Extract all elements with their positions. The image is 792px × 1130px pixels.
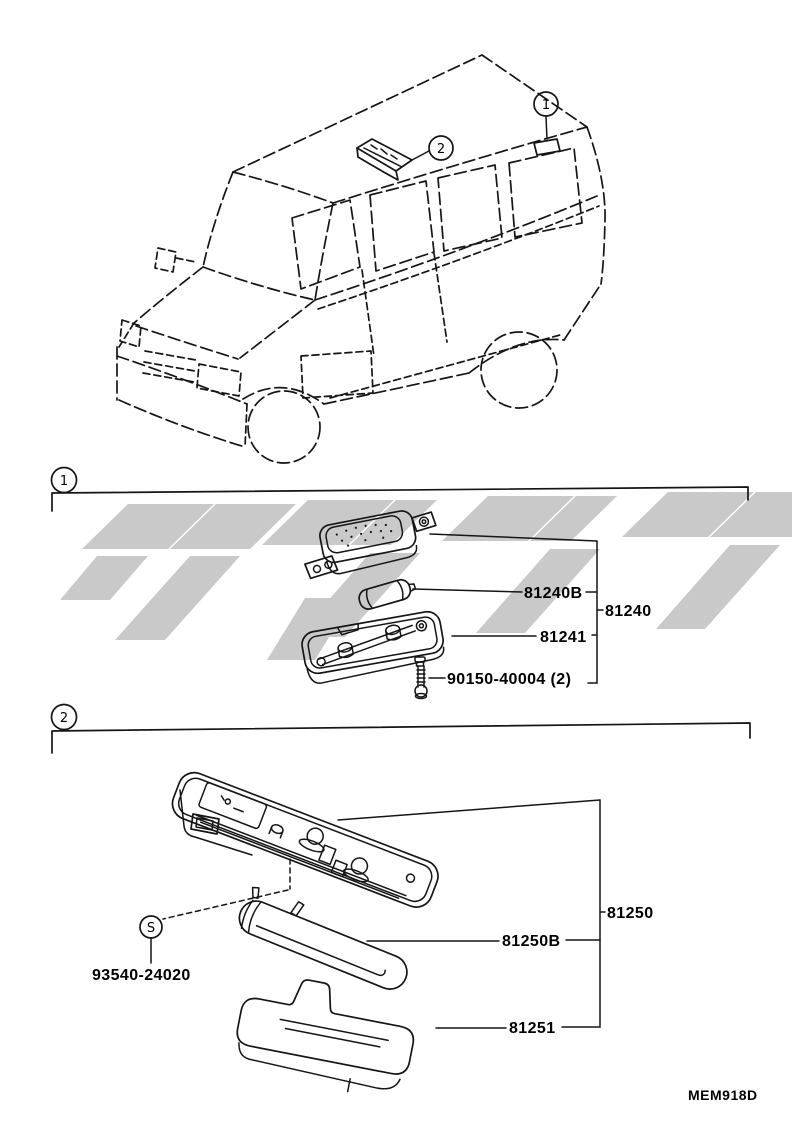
- van-front-wheel: [248, 391, 320, 463]
- dome-lamp-side: [357, 148, 398, 180]
- bulb-holder-dome: [305, 826, 326, 847]
- screw-head: [415, 685, 427, 697]
- leader-line: [338, 800, 600, 820]
- contact-bracket: [319, 845, 336, 864]
- lens-reflector-line: [280, 1019, 388, 1040]
- switch-detail: [219, 796, 246, 812]
- lens-reflector-line: [286, 1029, 380, 1047]
- van-bumper-bottom: [119, 400, 245, 447]
- van-grille-line: [145, 351, 196, 360]
- van-illustration: [117, 55, 605, 463]
- reflector-channel: [201, 822, 399, 898]
- van-rear-edge: [587, 127, 605, 284]
- van-rear-lower-edge: [564, 284, 601, 340]
- van-rear-wheel: [481, 332, 557, 408]
- part-label-81241: 81241: [540, 629, 587, 646]
- part-label-90150-40004: 90150-40004 (2): [447, 671, 572, 688]
- screw-shank: [418, 666, 424, 687]
- housing-switch-block: [198, 782, 267, 829]
- van-lower-crease: [330, 335, 560, 398]
- van-roof-dome-lamp: [357, 139, 412, 180]
- section-2-bracket: [52, 723, 750, 753]
- part-label-81251: 81251: [509, 1020, 556, 1037]
- van-cowl-edge: [134, 267, 203, 323]
- end-boss: [405, 873, 415, 883]
- section-2-leaders: [338, 800, 605, 1028]
- van-bumper-side: [245, 404, 247, 447]
- van-rear-side-window: [509, 148, 582, 237]
- page-code: MEM918D: [688, 1087, 758, 1103]
- callout-1-number: 1: [541, 98, 551, 113]
- part-label-81250B: 81250B: [502, 933, 561, 950]
- van-door-step: [301, 351, 373, 398]
- mount-hole: [419, 516, 430, 527]
- van-a-pillar-far: [203, 172, 233, 267]
- van-rocker-line: [324, 373, 469, 404]
- bulb-cap-line: [398, 581, 405, 599]
- part-label-81250: 81250: [607, 905, 654, 922]
- tube-inner-line: [257, 919, 386, 977]
- lens-front-wall: [236, 1043, 401, 1092]
- part-label-81240: 81240: [605, 603, 652, 620]
- dome-lamp-top-face: [357, 139, 412, 171]
- part-label-81240B: 81240B: [524, 585, 583, 602]
- base-boss-hole: [419, 623, 424, 628]
- callout-2-leader: [412, 151, 429, 160]
- van-windshield-top: [233, 172, 333, 203]
- connector-hole: [313, 565, 321, 573]
- screw-symbol-letter: S: [146, 921, 156, 936]
- bulb-holder-flange: [298, 837, 325, 855]
- reflector-channel: [197, 815, 406, 895]
- section-1-number: 1: [59, 474, 69, 489]
- dome-lamp-tube: [234, 883, 417, 994]
- housing-connector-tab: [304, 555, 338, 579]
- part-label-93540-24020: 93540-24020: [92, 967, 191, 984]
- base-front-wall: [307, 645, 446, 685]
- van-mirror-arm: [176, 258, 196, 262]
- dome-lamp-housing: [168, 768, 443, 912]
- lens-outline: [235, 969, 421, 1077]
- dome-lamp-hatch: [371, 145, 397, 159]
- van-grille-line: [144, 362, 195, 371]
- van-belt-line-2: [318, 206, 599, 309]
- van-mirror: [155, 248, 176, 272]
- van-front-wheel-arch: [243, 388, 324, 404]
- section-2-number: 2: [59, 711, 69, 726]
- van-hood-front-edge: [136, 326, 238, 359]
- base-boss: [416, 620, 428, 632]
- callout-2-number: 2: [436, 142, 446, 157]
- tube-pin: [291, 901, 305, 917]
- screw-90150: [415, 657, 427, 699]
- switch-detail: [225, 798, 231, 804]
- van-headlight-far: [120, 320, 141, 347]
- van-roof-rear-edge: [482, 55, 587, 127]
- tube-glass: [234, 896, 412, 994]
- lens-wall-tick: [348, 1079, 350, 1092]
- van-hood-near-edge: [240, 300, 315, 358]
- van-slide-door-window: [370, 181, 434, 271]
- van-front-door-window: [292, 200, 360, 289]
- leader-line: [413, 589, 522, 592]
- van-door-seam: [434, 253, 447, 342]
- bulb-holder-dome: [349, 856, 370, 877]
- callout-1-leader: [546, 117, 547, 139]
- van-headlight-near: [197, 364, 241, 396]
- mount-hole-inner: [422, 520, 426, 524]
- van-a-pillar-near: [315, 203, 333, 300]
